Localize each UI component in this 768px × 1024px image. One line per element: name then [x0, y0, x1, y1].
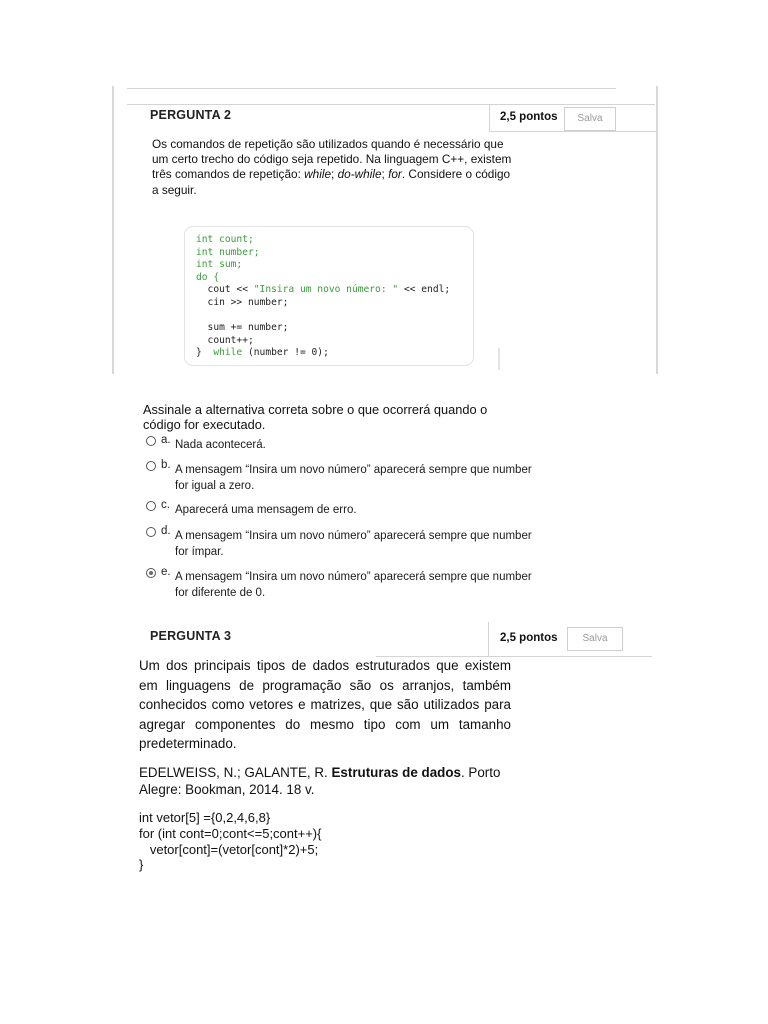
panel-right-border [656, 86, 658, 374]
header-divider [488, 622, 489, 656]
question-title: PERGUNTA 2 [150, 108, 232, 122]
question-text: Um dos principais tipos de dados estruturados que existem em linguagens de programação são os arranjos, também conhecidos como vetores e matrizes, que são utilizados para agregar componentes do mesmo tipo com um tamanho predeterminado. [139, 658, 511, 752]
option-text: A mensagem “Insira um novo número” aparecerá sempre que number for ímpar. [175, 530, 532, 558]
radio-button-selected[interactable] [146, 568, 156, 578]
divider [127, 88, 616, 89]
question-prompt: Assinale a alternativa correta sobre o que ocorrerá quando o código for executado. [143, 402, 488, 432]
option-letter: c. [161, 499, 170, 511]
panel-left-border [112, 86, 114, 374]
question-title: PERGUNTA 3 [150, 629, 232, 643]
header-divider [127, 104, 655, 105]
option-letter: a. [161, 434, 171, 446]
header-divider [490, 131, 656, 132]
option-text: A mensagem “Insira um novo número” aparecerá sempre que number for igual a zero. [175, 464, 532, 492]
code-block [184, 226, 474, 366]
scrollbar[interactable] [498, 348, 500, 370]
option-letter: b. [161, 459, 171, 471]
option-letter: e. [161, 566, 171, 578]
option-text: Nada acontecerá. [175, 439, 266, 451]
reference-citation: EDELWEISS, N.; GALANTE, R. Estruturas de dados. Porto Alegre: Bookman, 2014. 18 v. [139, 765, 501, 797]
option-text: Aparecerá uma mensagem de erro. [175, 504, 357, 516]
radio-button[interactable] [146, 501, 156, 511]
code-snippet: int count; int number; int sum; do { cout << "Insira um novo número: " << endl; cin >> number; sum += number; count++; } while (number != 0); [196, 234, 451, 359]
radio-button[interactable] [146, 461, 156, 471]
code-snippet: int vetor[5] ={0,2,4,6,8} for (int cont=0;cont<=5;cont++){ vetor[cont]=(vetor[cont]*2)+5; } [139, 810, 322, 873]
question-2-panel [112, 86, 658, 374]
question-3-header [112, 618, 652, 660]
radio-button[interactable] [146, 527, 156, 537]
question-points: 2,5 pontos [500, 632, 558, 644]
header-divider [489, 104, 490, 132]
question-text: Os comandos de repetição são utilizados quando é necessário que um certo trecho do código seja repetido. Na linguagem C++, existem três comandos de repetição: while; do-while; for. Considere o código a seguir. [152, 137, 512, 197]
question-points: 2,5 pontos [500, 111, 558, 123]
save-status-button[interactable]: Salva [564, 107, 616, 131]
radio-button[interactable] [146, 436, 156, 446]
option-letter: d. [161, 525, 171, 537]
option-text: A mensagem “Insira um novo número” aparecerá sempre que number for diferente de 0. [175, 571, 532, 599]
save-status-button[interactable]: Salva [567, 627, 623, 651]
